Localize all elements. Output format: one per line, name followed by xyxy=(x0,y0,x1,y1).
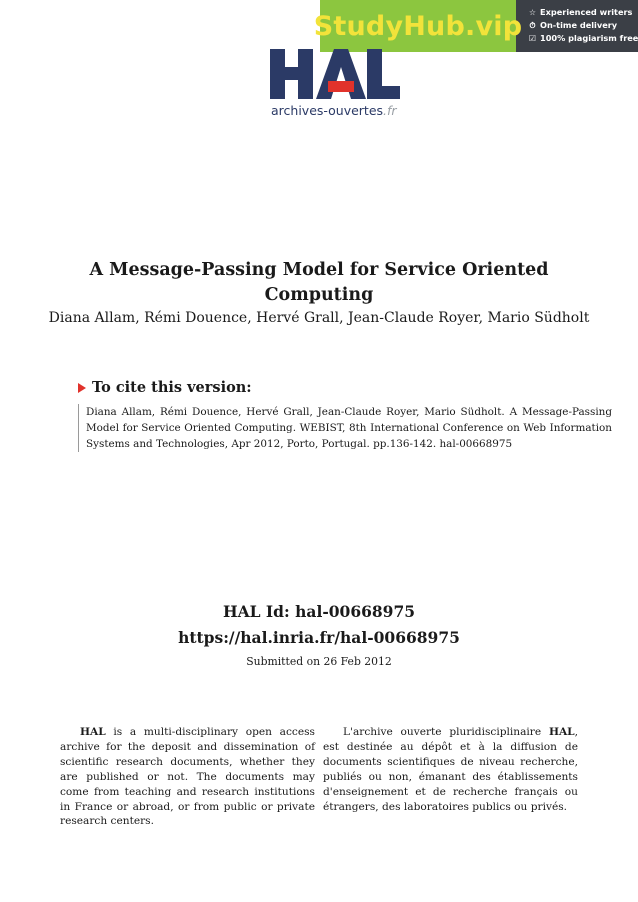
footer-french-text: L'archive ouverte pluridisciplinaire HAL, est destinée au dépôt et à la diffusion de documents scientifiques de niveau recherche, publiés ou non, émanant des établissements d'enseignement et de recherche français ou étrangers, des laboratoires publics ou privés. xyxy=(323,726,578,813)
clock-icon: ⏱ xyxy=(529,21,536,30)
paper-title: A Message-Passing Model for Service Oriented Computing xyxy=(89,260,549,305)
hal-logo xyxy=(268,45,408,118)
paper-authors: Diana Allam, Rémi Douence, Hervé Grall, Jean-Claude Royer, Mario Südholt xyxy=(48,310,590,326)
citation-text: Diana Allam, Rémi Douence, Hervé Grall, Jean-Claude Royer, Mario Südholt. A Message-Passing Model for Service Oriented Computing. WEBIST, 8th International Conference on Web Information Systems and Technologies, Apr 2012, Porto, Portugal. pp.136-142. hal-00668975 xyxy=(78,404,612,452)
banner-feature-label: Experienced writers xyxy=(540,7,633,17)
document-check-icon: ☑ xyxy=(528,34,537,43)
hal-url-link[interactable]: https://hal.inria.fr/hal-00668975 xyxy=(178,628,460,647)
banner-feature xyxy=(528,32,638,45)
triangle-bullet-icon xyxy=(78,383,86,393)
hal-id: HAL Id: hal-00668975 xyxy=(222,602,416,621)
submission-date: Submitted on 26 Feb 2012 xyxy=(246,655,392,668)
footer-french xyxy=(323,725,578,814)
footer-english-text: HAL is a multi-disciplinary open access archive for the deposit and dissemination of scientific research documents, whether they are published or not. The documents may come from teaching and research institutions in France or abroad, or from public or private research centers. xyxy=(60,726,315,828)
banner-brand[interactable]: StudyHub.vip xyxy=(320,0,516,52)
banner-feature xyxy=(528,19,638,32)
hal-subtitle: archives-ouvertes.fr xyxy=(271,103,397,118)
footer-english xyxy=(60,725,315,829)
banner-features xyxy=(516,0,638,52)
banner-feature-label: 100% plagiarism free xyxy=(540,33,638,43)
star-icon: ☆ xyxy=(528,8,537,17)
cite-heading xyxy=(78,379,252,396)
banner-feature xyxy=(528,6,638,19)
cite-heading-label: To cite this version: xyxy=(92,379,252,396)
hal-wordmark-icon xyxy=(268,45,402,101)
banner-feature-label: On-time delivery xyxy=(540,20,618,30)
